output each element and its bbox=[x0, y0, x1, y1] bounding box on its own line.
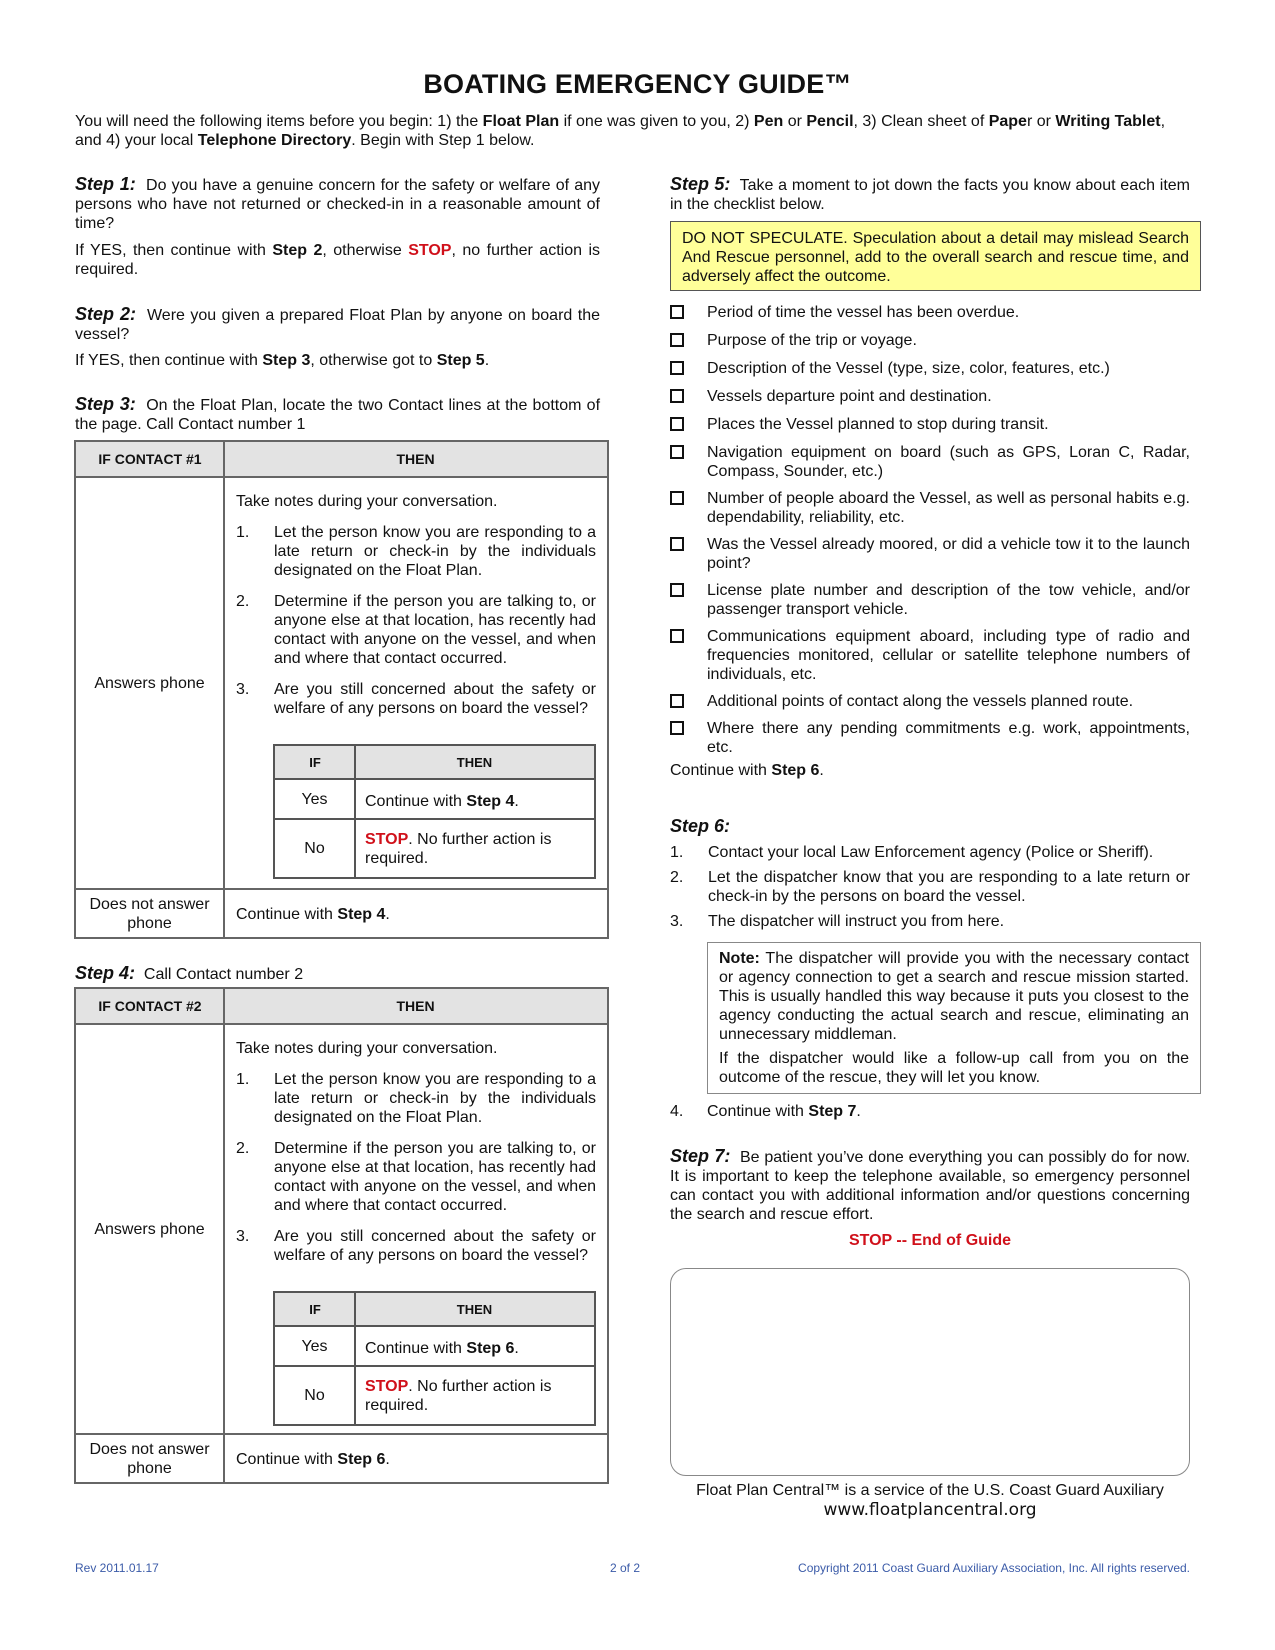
text: . No further action is required. bbox=[365, 1378, 552, 1414]
list-text: Are you still concerned about the safety or welfare of any persons on board the vessel? bbox=[274, 1228, 596, 1264]
list-text bbox=[707, 1102, 861, 1121]
page-number: 2 of 2 bbox=[609, 1561, 641, 1575]
text: Continue with bbox=[365, 1340, 467, 1357]
intro-part: r or bbox=[1026, 113, 1056, 130]
list-text: Determine if the person you are talking to, or anyone else at that location, has recently had contact with anyone on the vessel, and when and where that contact occurred. bbox=[274, 593, 596, 667]
text: If YES, then continue with bbox=[75, 352, 263, 369]
list-number: 2. bbox=[670, 869, 684, 886]
step6-heading: Step 6: bbox=[670, 816, 731, 836]
step-ref: Step 2 bbox=[272, 242, 323, 259]
stop-label: STOP bbox=[408, 242, 452, 259]
inner-yes-then bbox=[365, 1339, 519, 1358]
checkbox-icon[interactable] bbox=[670, 417, 684, 431]
intro-bold: Pape bbox=[988, 113, 1027, 130]
text: . bbox=[514, 1340, 519, 1357]
checklist-item bbox=[670, 387, 1190, 406]
list-item bbox=[236, 523, 596, 580]
list-item bbox=[236, 592, 596, 668]
inner-yes: Yes bbox=[301, 1337, 328, 1355]
list-text: Are you still concerned about the safety or welfare of any persons on board the vessel? bbox=[274, 681, 596, 717]
notes-text: Take notes during your conversation. bbox=[236, 1040, 498, 1057]
contact1-table bbox=[74, 440, 609, 939]
list-item bbox=[236, 1139, 596, 1215]
inner-decision-table bbox=[273, 1291, 596, 1426]
notes-text: Take notes during your conversation. bbox=[236, 493, 498, 510]
note-paragraph bbox=[719, 949, 1189, 1044]
text: . bbox=[819, 762, 824, 779]
inner-column-divider bbox=[354, 746, 356, 877]
checkbox-icon[interactable] bbox=[670, 721, 684, 735]
intro-bold: Float Plan bbox=[482, 113, 560, 130]
checklist-item bbox=[670, 535, 1190, 573]
text: . No further action is required. bbox=[365, 831, 552, 867]
table-header-then: THEN bbox=[224, 989, 607, 1025]
intro-part: You will need the following items before you begin: 1) the bbox=[75, 113, 483, 130]
step7-heading: Step 7: bbox=[670, 1146, 731, 1166]
list-text: Let the person know you are responding to a late return or check-in by the individuals designated on the Float Plan. bbox=[274, 524, 596, 579]
checklist-item bbox=[670, 719, 1190, 757]
step-ref: Step 6 bbox=[466, 1340, 515, 1357]
inner-header-if: IF bbox=[309, 754, 321, 770]
text: Continue with bbox=[236, 1451, 338, 1468]
intro-part: , 3) Clean sheet of bbox=[853, 113, 989, 130]
checklist-text: Where there any pending commitments e.g. work, appointments, etc. bbox=[707, 720, 1190, 756]
stop-label: STOP bbox=[365, 831, 409, 848]
checklist-item bbox=[670, 359, 1190, 378]
list-text: Let the person know you are responding to a late return or check-in by the individuals designated on the Float Plan. bbox=[274, 1071, 596, 1126]
inner-no-then bbox=[365, 830, 585, 868]
inner-header-then: THEN bbox=[456, 1301, 493, 1317]
end-of-guide: STOP -- End of Guide bbox=[848, 1232, 1012, 1249]
checklist-item bbox=[670, 692, 1190, 711]
text: , no further action is required. bbox=[75, 242, 600, 278]
checkbox-icon[interactable] bbox=[670, 389, 684, 403]
step7-instruction bbox=[670, 1147, 1190, 1224]
step6-heading-wrap bbox=[670, 817, 730, 837]
list-number: 1. bbox=[670, 844, 684, 861]
inner-column-divider bbox=[354, 1293, 356, 1424]
numbered-list bbox=[236, 523, 596, 730]
checklist-text: Period of time the vessel has been overdue. bbox=[707, 304, 1020, 321]
table-header-if: IF CONTACT #1 bbox=[76, 442, 224, 478]
row-label-no-answer: Does not answer phone bbox=[89, 895, 210, 932]
intro-part: . Begin with Step 1 below. bbox=[351, 132, 535, 149]
text: , otherwise got to bbox=[310, 352, 437, 369]
text: Continue with bbox=[365, 793, 467, 810]
website-url[interactable]: www.floatplancentral.org bbox=[823, 1500, 1037, 1520]
row-label-no-answer: Does not answer phone bbox=[89, 1440, 210, 1477]
checkbox-icon[interactable] bbox=[670, 361, 684, 375]
step-ref: Step 6 bbox=[771, 762, 820, 779]
step4-heading: Step 4: bbox=[75, 963, 136, 983]
step6-item4 bbox=[670, 1102, 1190, 1121]
dispatcher-note bbox=[707, 942, 1201, 1094]
list-item bbox=[236, 1227, 596, 1265]
step-ref: Step 4 bbox=[337, 906, 386, 923]
checkbox-icon[interactable] bbox=[670, 445, 684, 459]
checklist-text: Description of the Vessel (type, size, color, features, etc.) bbox=[707, 360, 1110, 377]
blank-notes-box bbox=[670, 1268, 1190, 1476]
list-number: 3. bbox=[236, 681, 250, 698]
step5-text: Take a moment to jot down the facts you know about each item in the checklist below. bbox=[670, 177, 1191, 213]
step1-instruction bbox=[75, 241, 600, 279]
step4-text: Call Contact number 2 bbox=[143, 966, 304, 983]
intro-part: if one was given to you, 2) bbox=[559, 113, 754, 130]
checklist-text: Communications equipment aboard, including type of radio and frequencies monitored, cellular or satellite telephone numbers of individuals, etc. bbox=[707, 628, 1190, 683]
intro-part: , and 4) your local bbox=[75, 113, 1166, 149]
checklist-item bbox=[670, 443, 1190, 481]
inner-header-if: IF bbox=[309, 1301, 321, 1317]
list-text: The dispatcher will instruct you from here. bbox=[708, 913, 1005, 930]
intro-part: or bbox=[783, 113, 807, 130]
step2-text: Were you given a prepared Float Plan by anyone on board the vessel? bbox=[75, 307, 601, 343]
list-number: 3. bbox=[670, 913, 684, 930]
step1-heading: Step 1: bbox=[75, 174, 136, 194]
step1-text: Do you have a genuine concern for the safety or welfare of any persons who have not returned or checked-in in a reasonable amount of time? bbox=[75, 177, 601, 232]
text: Continue with bbox=[236, 906, 338, 923]
note-text: The dispatcher will provide you with the necessary contact or agency connection to get a search and rescue mission started. This is usually handled this way because it puts you closest to the agency conducting the actual search and rescue, eliminating an unnecessary middleman. bbox=[719, 950, 1190, 1043]
list-item bbox=[236, 1070, 596, 1127]
checkbox-icon[interactable] bbox=[670, 694, 684, 708]
step2-heading: Step 2: bbox=[75, 304, 137, 324]
inner-header-then: THEN bbox=[456, 754, 493, 770]
numbered-list bbox=[236, 1070, 596, 1277]
checklist-item bbox=[670, 627, 1190, 684]
step-ref: Step 6 bbox=[337, 1451, 386, 1468]
row-label-answers: Answers phone bbox=[94, 674, 205, 692]
list-number: 1. bbox=[236, 524, 250, 541]
step3-instruction bbox=[75, 395, 600, 434]
step3-text: On the Float Plan, locate the two Contact lines at the bottom of the page. Call Contact number 1 bbox=[75, 397, 601, 433]
step5-instruction bbox=[670, 175, 1190, 214]
checkbox-icon[interactable] bbox=[670, 537, 684, 551]
text: , otherwise bbox=[322, 242, 409, 259]
note-paragraph: If the dispatcher would like a follow-up call from you on the outcome of the rescue, they will let you know. bbox=[719, 1050, 1189, 1086]
intro-bold: Pen bbox=[753, 113, 784, 130]
checklist-text: Vessels departure point and destination. bbox=[707, 388, 992, 405]
step1-question bbox=[75, 175, 600, 233]
row-no-answer-then bbox=[236, 905, 390, 924]
list-number: 2. bbox=[236, 1140, 250, 1157]
checkbox-icon[interactable] bbox=[670, 583, 684, 597]
list-number: 4. bbox=[670, 1103, 684, 1120]
speculation-warning: DO NOT SPECULATE. Speculation about a detail may mislead Search And Rescue personnel, add to the overall search and rescue time, and adversely affect the outcome. bbox=[670, 221, 1201, 291]
list-item bbox=[236, 680, 596, 718]
contact2-table bbox=[74, 987, 609, 1484]
step-ref: Step 5 bbox=[436, 352, 485, 369]
checklist-text: Number of people aboard the Vessel, as well as personal habits e.g. dependability, reliability, etc. bbox=[707, 490, 1190, 526]
column-divider bbox=[223, 989, 225, 1482]
text: Continue with bbox=[707, 1103, 809, 1120]
list-item bbox=[670, 868, 1190, 906]
step4-instruction bbox=[75, 964, 303, 984]
text: . bbox=[385, 906, 390, 923]
text: Continue with bbox=[670, 762, 772, 779]
column-divider bbox=[223, 442, 225, 937]
intro-bold: Pencil bbox=[806, 113, 854, 130]
step5-heading: Step 5: bbox=[670, 174, 731, 194]
checklist-text: Additional points of contact along the vessels planned route. bbox=[707, 693, 1134, 710]
inner-header bbox=[275, 1293, 594, 1327]
copyright: Copyright 2011 Coast Guard Auxiliary Association, Inc. All rights reserved. bbox=[798, 1561, 1190, 1575]
stop-label: STOP bbox=[365, 1378, 409, 1395]
list-number: 1. bbox=[236, 1071, 250, 1088]
checklist-item bbox=[670, 331, 1190, 350]
checkbox-icon[interactable] bbox=[670, 491, 684, 505]
checklist-item bbox=[670, 581, 1190, 619]
text: . bbox=[856, 1103, 861, 1120]
inner-no: No bbox=[304, 840, 325, 857]
text: . bbox=[385, 1451, 390, 1468]
text: If YES, then continue with bbox=[75, 242, 273, 259]
list-number: 2. bbox=[236, 593, 250, 610]
checklist-text: Places the Vessel planned to stop during transit. bbox=[707, 416, 1049, 433]
list-number: 3. bbox=[236, 1228, 250, 1245]
note-label: Note: bbox=[719, 950, 760, 967]
step3-heading: Step 3: bbox=[75, 394, 136, 414]
intro-text bbox=[75, 112, 1185, 150]
list-text: Contact your local Law Enforcement agency (Police or Sheriff). bbox=[708, 844, 1154, 861]
list-item bbox=[670, 843, 1190, 862]
list-item bbox=[670, 912, 1190, 931]
inner-yes-then bbox=[365, 792, 519, 811]
step-ref: Step 3 bbox=[262, 352, 311, 369]
step5-continue bbox=[670, 761, 1190, 780]
table-header-if: IF CONTACT #2 bbox=[76, 989, 224, 1025]
service-credit: Float Plan Central™ is a service of the U.S. Coast Guard Auxiliary bbox=[696, 1482, 1164, 1499]
text: . bbox=[484, 352, 490, 369]
intro-bold: Telephone Directory bbox=[197, 132, 352, 149]
checklist-text: License plate number and description of the tow vehicle, and/or passenger transport vehicle. bbox=[707, 582, 1190, 618]
checklist-item bbox=[670, 415, 1190, 434]
checkbox-icon[interactable] bbox=[670, 333, 684, 347]
page-title: BOATING EMERGENCY GUIDE™ bbox=[423, 69, 852, 99]
checkbox-icon[interactable] bbox=[670, 629, 684, 643]
inner-decision-table bbox=[273, 744, 596, 879]
row-no-answer-then bbox=[236, 1450, 390, 1469]
checklist-text: Purpose of the trip or voyage. bbox=[707, 332, 917, 349]
list-text: Determine if the person you are talking to, or anyone else at that location, has recently had contact with anyone on the vessel, and when and where that contact occurred. bbox=[274, 1140, 596, 1214]
checklist-item bbox=[670, 489, 1190, 527]
checkbox-icon[interactable] bbox=[670, 305, 684, 319]
step2-instruction bbox=[75, 351, 600, 370]
step-ref: Step 7 bbox=[808, 1103, 857, 1120]
inner-no: No bbox=[304, 1387, 325, 1404]
inner-yes: Yes bbox=[301, 790, 328, 808]
checklist bbox=[670, 303, 1190, 780]
inner-header bbox=[275, 746, 594, 780]
intro-bold: Writing Tablet bbox=[1055, 113, 1161, 130]
step6-list bbox=[670, 843, 1190, 937]
step-ref: Step 4 bbox=[466, 793, 515, 810]
revision: Rev 2011.01.17 bbox=[75, 1561, 159, 1575]
inner-no-then bbox=[365, 1377, 585, 1415]
text: . bbox=[514, 793, 519, 810]
checklist-item bbox=[670, 303, 1190, 322]
checklist-text: Was the Vessel already moored, or did a vehicle tow it to the launch point? bbox=[707, 536, 1190, 572]
table-header-then: THEN bbox=[224, 442, 607, 478]
step7-text: Be patient you’ve done everything you can possibly do for now. It is important to keep the telephone available, so emergency personnel can contact you with additional information and/or questions concerning the search and rescue effort. bbox=[670, 1149, 1191, 1223]
step2-question bbox=[75, 305, 600, 344]
checklist-text: Navigation equipment on board (such as GPS, Loran C, Radar, Compass, Sounder, etc.) bbox=[707, 444, 1190, 480]
list-text: Let the dispatcher know that you are responding to a late return or check-in by the persons on board the vessel. bbox=[708, 869, 1190, 905]
row-label-answers: Answers phone bbox=[94, 1220, 205, 1238]
